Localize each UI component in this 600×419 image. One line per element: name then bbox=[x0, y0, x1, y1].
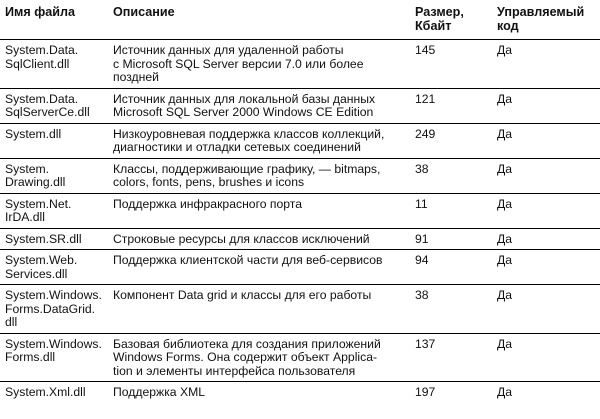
cell-size: 249 bbox=[410, 123, 492, 158]
cell-size: 91 bbox=[410, 228, 492, 250]
cell-managed-code: Да bbox=[492, 123, 600, 158]
table-header-row bbox=[0, 0, 600, 40]
cell-size: 38 bbox=[410, 158, 492, 193]
cell-description: Источник данных для локальной базы данных Microsoft SQL Server 2000 Windows CE Edition bbox=[108, 88, 410, 123]
cell-managed-code: Да bbox=[492, 88, 600, 123]
table-row bbox=[0, 158, 600, 193]
cell-file-name: System. Drawing.dll bbox=[0, 158, 108, 193]
cell-size: 145 bbox=[410, 40, 492, 89]
table-row bbox=[0, 382, 600, 403]
cell-file-name: System.SR.dll bbox=[0, 228, 108, 250]
cell-size: 197 bbox=[415, 385, 436, 399]
cell-managed-code: Да bbox=[492, 40, 600, 89]
cell-file-name: System.Windows. Forms.dll bbox=[0, 333, 108, 382]
cell-description: Базовая библиотека для создания приложений Windows Forms. Она содержит объект Applica- tion и элементы интерфейса пользователя bbox=[108, 333, 410, 382]
header-file-name: Имя файла bbox=[0, 0, 108, 40]
table-row bbox=[0, 285, 600, 334]
header-managed-code: Управляемый код bbox=[492, 0, 600, 40]
table-row bbox=[0, 88, 600, 123]
table-row bbox=[0, 228, 600, 250]
cell-description: Строковые ресурсы для классов исключений bbox=[108, 228, 410, 250]
cell-description: Классы, поддерживающие графику, — bitmaps, colors, fonts, pens, brushes и icons bbox=[108, 158, 410, 193]
cell-description: Поддержка инфракрасного порта bbox=[108, 193, 410, 228]
table-row bbox=[0, 40, 600, 89]
cell-managed-code: Да bbox=[497, 385, 513, 399]
cell-file-name: System.Xml.dll bbox=[5, 385, 86, 399]
cell-file-name: System.Data. SqlServerCe.dll bbox=[0, 88, 108, 123]
cell-file-name: System.Web. Services.dll bbox=[0, 250, 108, 285]
cell-managed-code: Да bbox=[492, 333, 600, 382]
cell-description: Источник данных для удаленной работы с Microsoft SQL Server версии 7.0 или более поздней bbox=[108, 40, 410, 89]
cell-description: Поддержка клиентской части для веб-сервисов bbox=[108, 250, 410, 285]
cell-managed-code: Да bbox=[492, 250, 600, 285]
cell-file-name: System.Net. IrDA.dll bbox=[0, 193, 108, 228]
cell-size: 38 bbox=[410, 285, 492, 334]
cell-description: Компонент Data grid и классы для его работы bbox=[108, 285, 410, 334]
cell-managed-code: Да bbox=[492, 228, 600, 250]
cell-managed-code: Да bbox=[492, 285, 600, 334]
cell-size: 121 bbox=[410, 88, 492, 123]
cell-managed-code: Да bbox=[492, 158, 600, 193]
table-row bbox=[0, 123, 600, 158]
cell-file-name: System.Windows. Forms.DataGrid. dll bbox=[0, 285, 108, 334]
table-row bbox=[0, 333, 600, 382]
table-row bbox=[0, 250, 600, 285]
cell-description: Низкоуровневая поддержка классов коллекций, диагностики и отладки сетевых соединений bbox=[108, 123, 410, 158]
cell-file-name: System.dll bbox=[0, 123, 108, 158]
cell-managed-code: Да bbox=[492, 193, 600, 228]
table-row bbox=[0, 193, 600, 228]
header-description: Описание bbox=[108, 0, 410, 40]
cell-size: 11 bbox=[410, 193, 492, 228]
cell-size: 94 bbox=[410, 250, 492, 285]
header-size: Размер, Кбайт bbox=[410, 0, 492, 40]
cell-description: Поддержка XML bbox=[113, 385, 206, 399]
cell-file-name: System.Data. SqlClient.dll bbox=[0, 40, 108, 89]
cell-size: 137 bbox=[410, 333, 492, 382]
